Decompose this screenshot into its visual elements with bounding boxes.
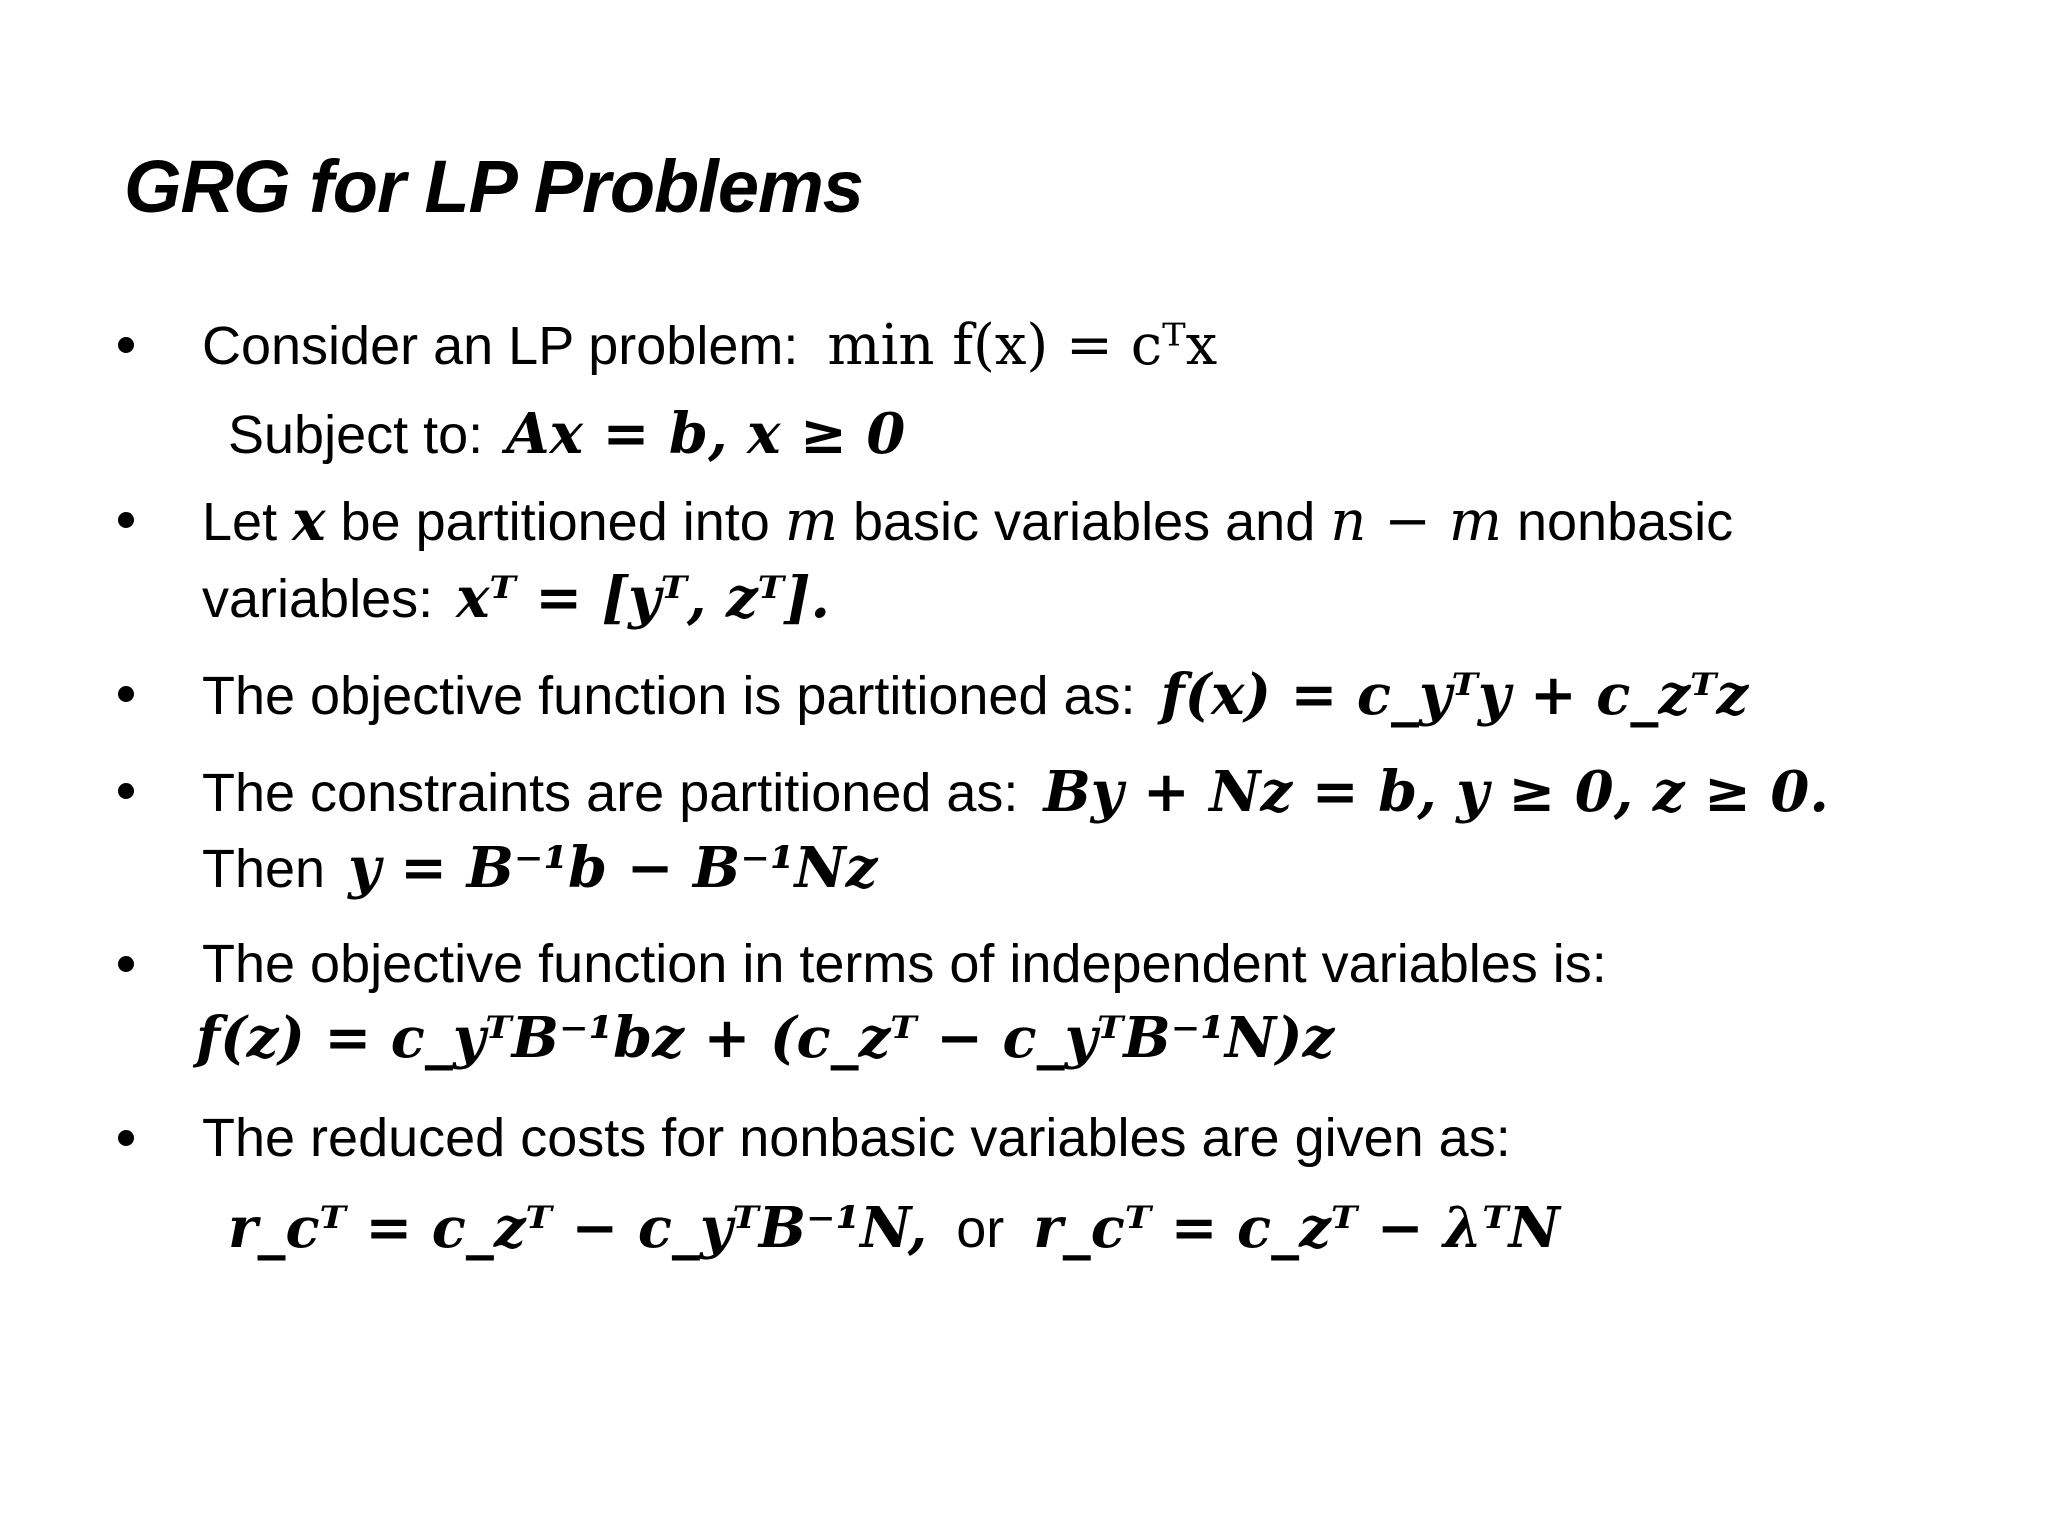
- bullet-line: [228, 1195, 1560, 1261]
- math-expression: r_cᵀ = c_zᵀ − c_yᵀB⁻¹N,: [228, 1195, 928, 1261]
- bullet-text: or: [956, 1199, 1005, 1259]
- bullet-text: nonbasic: [1516, 492, 1734, 552]
- bullet-line: [202, 662, 1749, 728]
- bullet-dot: [118, 512, 134, 528]
- bullet-line: [202, 934, 1607, 994]
- math-expression: n − m: [1330, 489, 1502, 554]
- bullet-dot: [118, 783, 134, 799]
- math-expression: min f(x) = cᵀx: [827, 313, 1218, 378]
- bullet-line: [228, 401, 906, 467]
- math-expression: f(z) = c_yᵀB⁻¹bz + (c_zᵀ − c_yᵀB⁻¹N)z: [196, 1005, 1335, 1071]
- bullet-text: Subject to:: [228, 405, 484, 465]
- math-expression: xᵀ = [yᵀ, zᵀ].: [456, 565, 830, 631]
- bullet-line: [196, 1005, 1335, 1071]
- bullet-text: The objective function is partitioned as:: [202, 666, 1136, 726]
- math-expression: f(x) = c_yᵀy + c_zᵀz: [1160, 662, 1749, 728]
- bullet-line: [202, 835, 878, 901]
- bullet-text: variables:: [202, 569, 434, 629]
- bullet-text: Then: [202, 839, 326, 899]
- bullet-text: The reduced costs for nonbasic variables are given as:: [202, 1108, 1511, 1168]
- bullet-dot: [118, 686, 134, 702]
- bullet-text: Let: [202, 492, 278, 552]
- bullet-line: [202, 565, 830, 631]
- math-expression: y = B⁻¹b − B⁻¹Nz: [348, 835, 878, 901]
- math-expression: By + Nz = b, y ≥ 0, z ≥ 0.: [1043, 759, 1829, 825]
- bullet-line: [202, 313, 1218, 378]
- bullet-text: basic variables and: [852, 492, 1316, 552]
- math-expression: r_cᵀ = c_zᵀ − λᵀN: [1033, 1195, 1560, 1261]
- math-expression: m: [784, 489, 838, 554]
- bullet-line: [202, 759, 1829, 825]
- bullet-dot: [118, 337, 134, 353]
- bullet-text: Consider an LP problem:: [202, 316, 799, 376]
- math-expression: Ax = b, x ≥ 0: [506, 401, 906, 467]
- bullet-dot: [118, 956, 134, 972]
- math-expression: x: [292, 488, 326, 554]
- slide-title: GRG for LP Problems: [124, 145, 863, 228]
- bullet-text: The constraints are partitioned as:: [202, 763, 1019, 823]
- bullet-line: [202, 488, 1734, 554]
- bullet-text: The objective function in terms of independent variables is:: [202, 934, 1607, 994]
- bullet-dot: [118, 1130, 134, 1146]
- bullet-line: [202, 1108, 1511, 1168]
- bullet-text: be partitioned into: [340, 492, 770, 552]
